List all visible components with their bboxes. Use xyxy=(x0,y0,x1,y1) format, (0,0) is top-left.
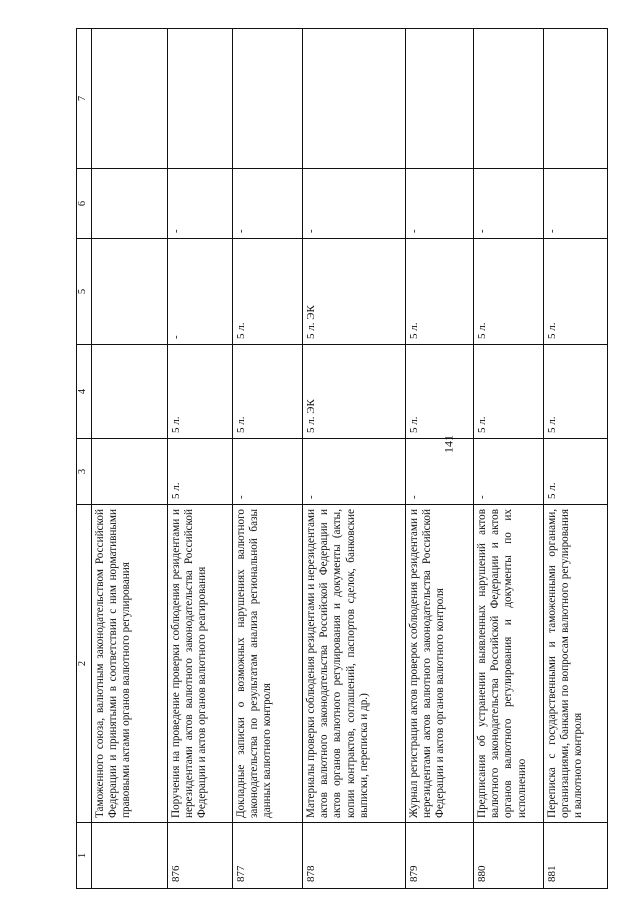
header-row xyxy=(77,29,92,889)
cell-col7 xyxy=(303,29,406,169)
row-description: Докладные записки о возможных нарушениях валютного законодательства по результатам анализа региональной базы данных валютного контроля xyxy=(233,505,303,823)
cell-col7 xyxy=(233,29,303,169)
header-cell: 2 xyxy=(77,505,92,823)
cell-col7 xyxy=(544,29,608,169)
cell-col4: 5 л. ЭК xyxy=(303,345,406,439)
row-description: Журнал регистрации актов проверок соблюдения резидентами и нерезидентами актов валютного законодательства Российской Федерации и актов органов валютного контроля xyxy=(406,505,474,823)
cell-col4: 5 л. xyxy=(168,345,233,439)
cell-col7 xyxy=(168,29,233,169)
cell-col6: - xyxy=(406,169,474,239)
cell-col5: 5 л. xyxy=(233,239,303,345)
table-row xyxy=(406,29,474,889)
table-row xyxy=(233,29,303,889)
records-table xyxy=(76,28,608,889)
row-description: Материалы проверки соблюдения резидентами и нерезидентами актов валютного законодательства Российской Федерации и актов органов валютного регулирования и документы (акты, копии контрактов, соглашений, паспортов сделок, банковские выписки, переписка и др.) xyxy=(303,505,406,823)
cell-col6: - xyxy=(474,169,544,239)
header-cell: 7 xyxy=(77,29,92,169)
cell-col5: - xyxy=(168,239,233,345)
rotated-table-container xyxy=(76,29,606,889)
page-number: 141 xyxy=(441,435,456,453)
table-row xyxy=(474,29,544,889)
cell-col4 xyxy=(92,345,168,439)
cell-col3 xyxy=(92,439,168,505)
header-cell: 6 xyxy=(77,169,92,239)
header-cell: 4 xyxy=(77,345,92,439)
row-number: 881 xyxy=(544,823,608,889)
cell-col3: - xyxy=(474,439,544,505)
table-row xyxy=(544,29,608,889)
header-cell: 3 xyxy=(77,439,92,505)
row-number xyxy=(92,823,168,889)
row-number: 878 xyxy=(303,823,406,889)
cell-col6: - xyxy=(544,169,608,239)
cell-col3: - xyxy=(303,439,406,505)
header-cell: 1 xyxy=(77,823,92,889)
cell-col6 xyxy=(92,169,168,239)
cell-col3: - xyxy=(233,439,303,505)
row-number: 879 xyxy=(406,823,474,889)
header-cell: 5 xyxy=(77,239,92,345)
cell-col5: 5 л. ЭК xyxy=(303,239,406,345)
table-row xyxy=(303,29,406,889)
row-description: Переписка с государственными и таможенными органами, организациями, банками по вопросам валютного регулирования и валютного контроля xyxy=(544,505,608,823)
table-row xyxy=(168,29,233,889)
row-description: Таможенного союза, валютным законодательством Российской Федерации и принятыми в соответствии с ним нормативными правовыми актами органов валютного регулирования xyxy=(92,505,168,823)
cell-col5: 5 л. xyxy=(544,239,608,345)
cell-col5: 5 л. xyxy=(474,239,544,345)
cell-col5 xyxy=(92,239,168,345)
cell-col3: 5 л. xyxy=(544,439,608,505)
row-number: 880 xyxy=(474,823,544,889)
row-description: Поручения на проведение проверки соблюдения резидентами и нерезидентами актов валютного законодательства Российской Федерации и актов органов валютного реагирования xyxy=(168,505,233,823)
cell-col7 xyxy=(92,29,168,169)
cell-col4: 5 л. xyxy=(474,345,544,439)
cell-col3: - xyxy=(406,439,474,505)
row-number: 876 xyxy=(168,823,233,889)
cell-col7 xyxy=(474,29,544,169)
cell-col7 xyxy=(406,29,474,169)
cell-col5: 5 л. xyxy=(406,239,474,345)
cell-col6: - xyxy=(303,169,406,239)
cell-col4: 5 л. xyxy=(544,345,608,439)
row-number: 877 xyxy=(233,823,303,889)
cell-col6: - xyxy=(168,169,233,239)
cell-col4: 5 л. xyxy=(233,345,303,439)
cell-col3: 5 л. xyxy=(168,439,233,505)
cell-col4: 5 л. xyxy=(406,345,474,439)
table-row xyxy=(92,29,168,889)
cell-col6: - xyxy=(233,169,303,239)
row-description: Предписания об устранении выявленных нарушений актов валютного законодательства Российской Федерации и актов органов валютного регулирования и документы по их исполнению xyxy=(474,505,544,823)
